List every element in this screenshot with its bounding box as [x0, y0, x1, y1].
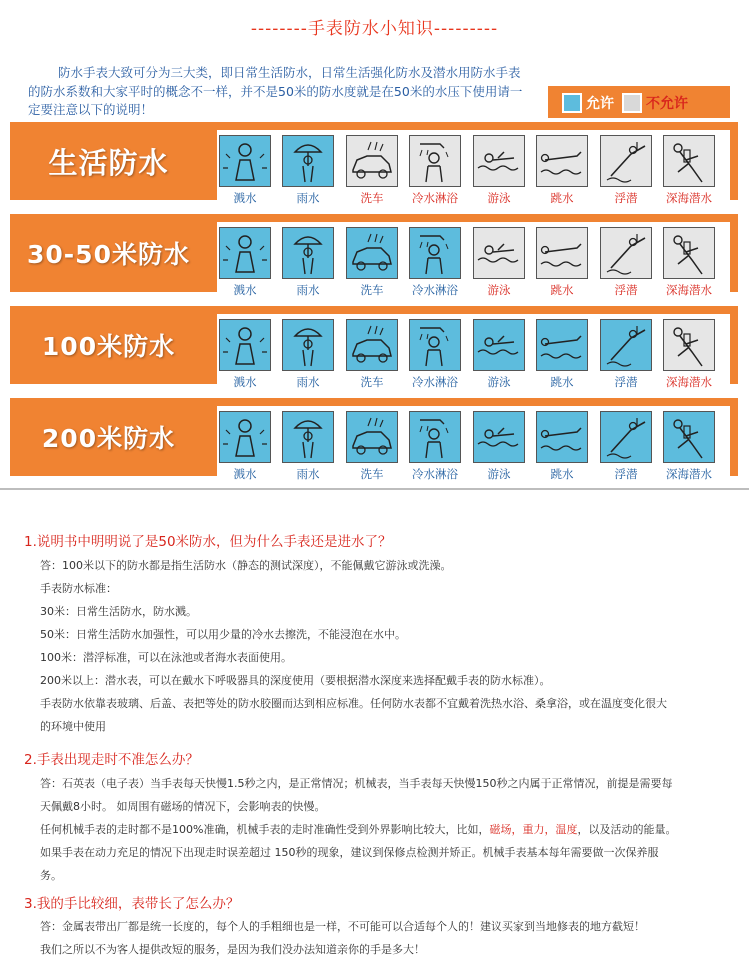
activity-caption: 冷水淋浴 — [412, 283, 458, 297]
activity-caption: 深海潜水 — [666, 191, 712, 205]
row-label: 200米防水 — [10, 398, 207, 476]
activity-cell — [219, 224, 275, 304]
answer-line: 天佩戴8小时。 如周围有磁场的情况下，会影响表的快慢。 — [40, 800, 326, 813]
faq-answer-1 — [40, 554, 667, 738]
splash-icon — [219, 319, 271, 371]
car-wash-icon — [346, 135, 398, 187]
activity-cell — [473, 132, 529, 212]
activity-cell — [409, 224, 465, 304]
faq-question-2: 2.手表出现走时不准怎么办？ — [24, 752, 199, 768]
activity-caption: 游泳 — [487, 467, 511, 481]
answer-line: 50米：日常生活防水加强性，可以用少量的冷水去擦洗，不能浸泡在水中。 — [40, 628, 406, 641]
answer-line: 手表防水标准： — [40, 582, 117, 595]
scuba-icon — [663, 411, 715, 463]
activity-cell — [219, 408, 275, 488]
highlight-text: 磁场，重力，温度 — [489, 823, 578, 836]
activity-cell — [346, 316, 402, 396]
activity-caption: 雨水 — [296, 191, 320, 205]
faq-question-3: 3.我的手比较细，表带长了怎么办？ — [24, 896, 240, 912]
activity-cell — [473, 224, 529, 304]
answer-line: 200米以上：潜水表，可以在戴水下呼吸器具的深度使用（要根据潜水深度来选择配戴手表的防水标准）。 — [40, 674, 551, 687]
splash-icon — [219, 227, 271, 279]
shower-icon — [409, 227, 461, 279]
answer-line: 答：金属表带出厂都是统一长度的，每个人的手粗细也是一样，不可能可以合适每个人的！建议买家到当地修表的地方截短！ — [40, 920, 645, 933]
activity-cell — [219, 316, 275, 396]
activity-caption: 浮潜 — [614, 283, 638, 297]
row-icons — [217, 314, 730, 396]
activity-cell — [346, 132, 402, 212]
answer-line: 手表防水依靠表玻璃、后盖、表把等处的防水胶圈而达到相应标准。任何防水表都不宜戴着洗热水浴、桑拿浴，或在温度变化很大 — [40, 697, 667, 710]
dive-jump-icon — [536, 135, 588, 187]
answer-line: 100米：潜浮标准，可以在泳池或者海水表面使用。 — [40, 651, 292, 664]
activity-cell — [536, 408, 592, 488]
splash-icon — [219, 411, 271, 463]
answer-line: 如果手表在动力充足的情况下出现走时误差超过 150秒的现象，建议到保修点检测并矫正。机械手表基本每年需要做一次保养服 — [40, 846, 659, 859]
swim-icon — [473, 319, 525, 371]
activity-cell — [409, 132, 465, 212]
activity-caption: 冷水淋浴 — [412, 191, 458, 205]
activity-cell — [536, 316, 592, 396]
activity-cell — [536, 224, 592, 304]
activity-caption: 游泳 — [487, 375, 511, 389]
answer-text: ，以及活动的能量。 — [577, 823, 677, 836]
rain-icon — [282, 135, 334, 187]
legend-deny — [622, 93, 688, 113]
activity-caption: 浮潜 — [614, 375, 638, 389]
activity-cell — [473, 316, 529, 396]
allow-swatch-icon — [562, 93, 582, 113]
activity-caption: 游泳 — [487, 283, 511, 297]
activity-cell — [346, 408, 402, 488]
car-wash-icon — [346, 319, 398, 371]
activity-caption: 跳水 — [550, 283, 574, 297]
activity-caption: 跳水 — [550, 467, 574, 481]
dive-jump-icon — [536, 227, 588, 279]
dive-jump-icon — [536, 319, 588, 371]
intro-text — [28, 64, 524, 120]
rain-icon — [282, 319, 334, 371]
answer-line — [40, 818, 676, 841]
snorkel-icon — [600, 135, 652, 187]
activity-cell — [282, 316, 338, 396]
row-label: 100米防水 — [10, 306, 207, 384]
waterproof-chart — [0, 118, 749, 490]
answer-line: 答：100米以下的防水都是指生活防水（静态的测试深度），不能佩戴它游泳或洗澡。 — [40, 559, 452, 572]
car-wash-icon — [346, 227, 398, 279]
activity-caption: 洗车 — [360, 191, 384, 205]
legend-deny-label: 不允许 — [646, 96, 688, 112]
deny-swatch-icon — [622, 93, 642, 113]
activity-caption: 深海潜水 — [666, 283, 712, 297]
activity-cell — [663, 224, 719, 304]
legend-allow-label: 允许 — [586, 96, 614, 112]
activity-cell — [663, 316, 719, 396]
activity-cell — [600, 132, 656, 212]
rain-icon — [282, 227, 334, 279]
activity-caption: 冷水淋浴 — [412, 375, 458, 389]
legend-allow — [562, 93, 614, 113]
activity-caption: 洗车 — [360, 283, 384, 297]
activity-cell — [600, 224, 656, 304]
row-icons — [217, 406, 730, 488]
dive-jump-icon — [536, 411, 588, 463]
row-label: 30-50米防水 — [10, 214, 207, 292]
swim-icon — [473, 135, 525, 187]
activity-cell — [282, 132, 338, 212]
activity-caption: 溅水 — [233, 191, 257, 205]
answer-line: 答：石英表（电子表）当手表每天快慢1.5秒之内，是正常情况；机械表，当手表每天快慢150秒之内属于正常情况，前提是需要每 — [40, 777, 673, 790]
shower-icon — [409, 135, 461, 187]
activity-caption: 溅水 — [233, 283, 257, 297]
shower-icon — [409, 411, 461, 463]
activity-cell — [663, 132, 719, 212]
snorkel-icon — [600, 227, 652, 279]
activity-caption: 溅水 — [233, 375, 257, 389]
activity-caption: 深海潜水 — [666, 467, 712, 481]
faq-answer-2 — [40, 772, 676, 887]
activity-caption: 浮潜 — [614, 467, 638, 481]
activity-cell — [282, 224, 338, 304]
activity-caption: 游泳 — [487, 191, 511, 205]
swim-icon — [473, 227, 525, 279]
faq-question-1: 1.说明书中明明说了是50米防水，但为什么手表还是进水了？ — [24, 534, 392, 550]
faq-answer-3 — [40, 915, 645, 961]
activity-caption: 雨水 — [296, 283, 320, 297]
activity-cell — [600, 316, 656, 396]
intro-paragraph: 防水手表大致可分为三大类，即日常生活防水，日常生活强化防水及潜水用防水手表的防水系数和大家平时的概念不一样，并不是50米的防水度就是在50米的水压下使用请一定要注意以下的说明！ — [28, 65, 523, 117]
snorkel-icon — [600, 319, 652, 371]
legend — [548, 86, 730, 120]
activity-cell — [663, 408, 719, 488]
activity-cell — [282, 408, 338, 488]
activity-cell — [536, 132, 592, 212]
activity-caption: 浮潜 — [614, 191, 638, 205]
activity-cell — [219, 132, 275, 212]
answer-line: 30米：日常生活防水，防水溅。 — [40, 605, 197, 618]
page-title: --------手表防水小知识--------- — [250, 19, 499, 39]
splash-icon — [219, 135, 271, 187]
scuba-icon — [663, 227, 715, 279]
answer-line: 的环境中使用 — [40, 720, 106, 733]
scuba-icon — [663, 135, 715, 187]
row-label: 生活防水 — [10, 122, 207, 200]
activity-caption: 跳水 — [550, 191, 574, 205]
activity-caption: 雨水 — [296, 375, 320, 389]
row-icons — [217, 222, 730, 304]
swim-icon — [473, 411, 525, 463]
activity-caption: 洗车 — [360, 375, 384, 389]
activity-cell — [600, 408, 656, 488]
answer-text: 任何机械手表的走时都不是100%准确，机械手表的走时准确性受到外界影响比较大，比如， — [40, 823, 490, 836]
activity-cell — [409, 408, 465, 488]
car-wash-icon — [346, 411, 398, 463]
activity-cell — [346, 224, 402, 304]
activity-caption: 跳水 — [550, 375, 574, 389]
row-icons — [217, 130, 730, 212]
activity-caption: 洗车 — [360, 467, 384, 481]
answer-line: 务。 — [40, 869, 62, 882]
activity-caption: 雨水 — [296, 467, 320, 481]
activity-cell — [473, 408, 529, 488]
rain-icon — [282, 411, 334, 463]
activity-caption: 冷水淋浴 — [412, 467, 458, 481]
activity-cell — [409, 316, 465, 396]
activity-caption: 溅水 — [233, 467, 257, 481]
snorkel-icon — [600, 411, 652, 463]
scuba-icon — [663, 319, 715, 371]
shower-icon — [409, 319, 461, 371]
activity-caption: 深海潜水 — [666, 375, 712, 389]
answer-line: 我们之所以不为客人提供改短的服务，是因为我们没办法知道亲你的手是多大！ — [40, 943, 425, 956]
